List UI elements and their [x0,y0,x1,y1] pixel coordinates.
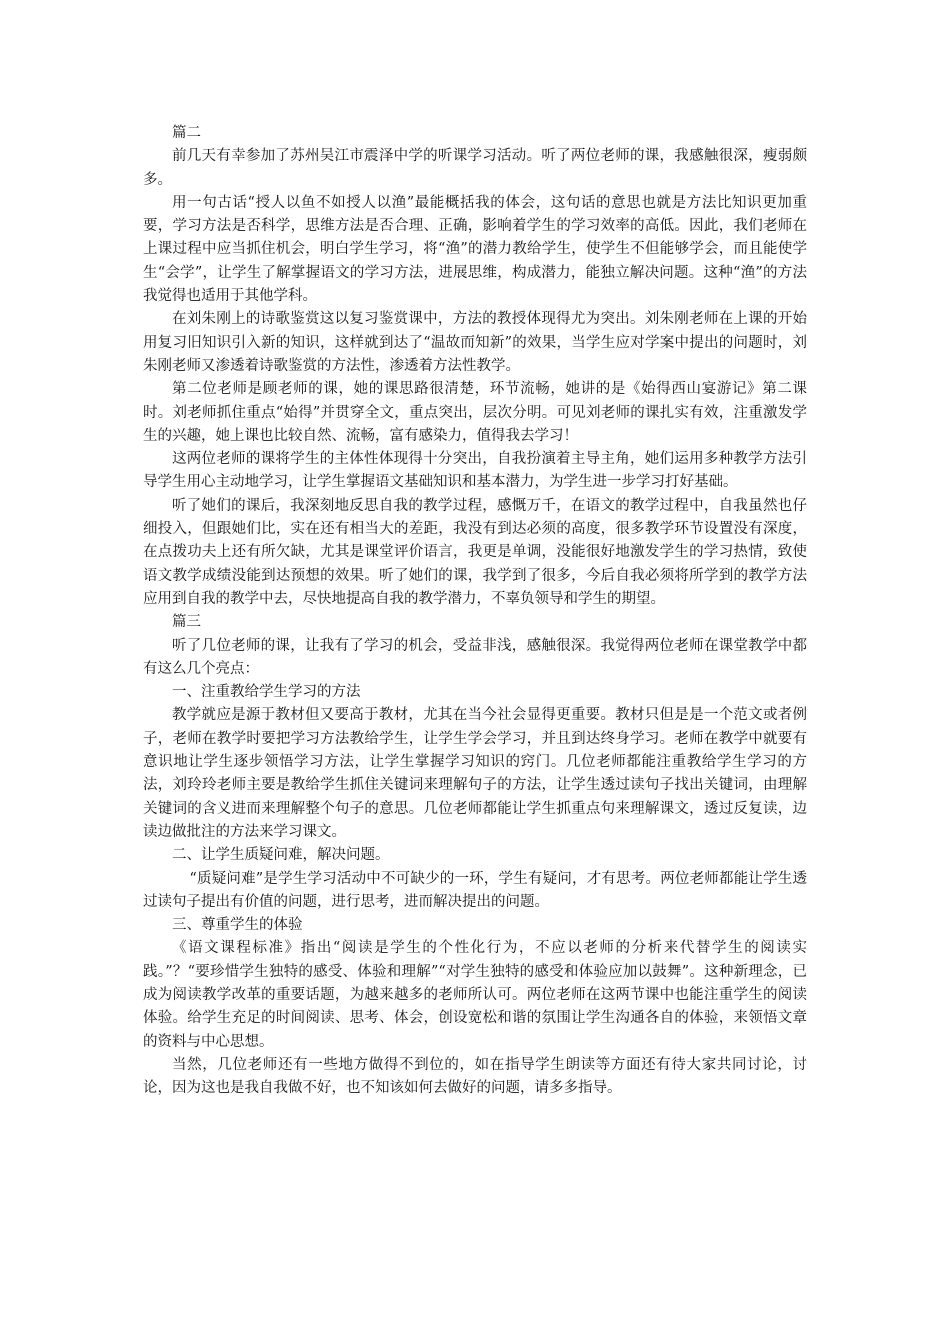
paragraph: 用一句古话“授人以鱼不如授人以渔”最能概括我的体会，这句话的意思也就是方法比知识更加重要，学习方法是否科学，思维方法是否合理、正确，影响着学生的学习效率的高低。因此，我们老师在上课过程中应当抓住机会，明白学生学习，将“渔”的潜力教给学生，使学生不但能够学会，而且能使学生“会学”，让学生了解掌握语文的学习方法，进展思维，构成潜力，能独立解决问题。这种“渔”的方法我觉得也适用于其他学科。 [143,194,807,305]
subheading-1: 一、注重教给学生学习的方法 [172,684,361,701]
section-heading-2: 篇二 [172,125,201,141]
paragraph: 在刘朱刚上的诗歌鉴赏这以复习鉴赏课中，方法的教授体现得尤为突出。刘朱刚老师在上课的开始用复习旧知识引入新的知识，这样就到达了“温故而知新”的效果，当学生应对学案中提出的问题时，刘朱刚老师又渗透着诗歌鉴赏的方法性，渗透着方法性教学。 [143,311,807,374]
paragraph: 当然，几位老师还有一些地方做得不到位的，如在指导学生朗读等方面还有待大家共同讨论，讨论，因为这也是我自我做不好，也不知该如何去做好的问题，请多多指导。 [143,1056,807,1097]
section-heading-3: 篇三 [172,614,201,631]
paragraph: 教学就应是源于教材但又要高于教材，尤其在当今社会显得更重要。教材只但是是一个范文或者例子，老师在教学时要把学习方法教给学生，让学生学会学习，并且到达终身学习。老师在教学中就要有意识地让学生逐步领悟学习方法，让学生掌握学习知识的窍门。几位老师都能注重教给学生学习的方法，刘玲玲老师主要是教给学生抓住关键词来理解句子的方法，让学生透过读句子找出关键词，由理解关键词的含义进而来理解整个句子的意思。几位老师都能让学生抓重点句来理解课文，透过反复读，边读边做批注的方法来学习课文。 [143,707,807,840]
subheading-2: 二、让学生质疑问难，解决问题。 [172,847,390,864]
paragraph: 前几天有幸参加了苏州吴江市震泽中学的听课学习活动。听了两位老师的课，我感触很深，瘦弱颇多。 [143,148,807,188]
subheading-3: 三、尊重学生的体验 [172,917,303,934]
paragraph: 第二位老师是顾老师的课，她的课思路很清楚，环节流畅，她讲的是《始得西山宴游记》第二课时。刘老师抓住重点“始得”并贯穿全文，重点突出，层次分明。可见刘老师的课扎实有效，注重激发学生的兴趣，她上课也比较自然、流畅，富有感染力，值得我去学习！ [143,381,807,444]
paragraph: 《语文课程标准》指出“阅读是学生的个性化行为，不应以老师的分析来代替学生的阅读实践。”？“要珍惜学生独特的感受、体验和理解”“对学生独特的感受和体验应加以鼓舞”。这种新理念，已成为阅读教学改革的重要话题，为越来越多的老师所认可。两位老师在这两节课中也能注重学生的阅读体验。给学生充足的时间阅读、思考、体会，创设宽松和谐的氛围让学生沟通各自的体验，来领悟文章的资料与中心思想。 [143,940,807,1050]
paragraph: 听了几位老师的课，让我有了学习的机会，受益非浅，感触很深。我觉得两位老师在课堂教学中都有这么几个亮点： [143,637,807,677]
document-page [143,122,807,1100]
paragraph: “质疑问难”是学生学习活动中不可缺少的一环，学生有疑问，才有思考。两位老师都能让学生透过读句子提出有价值的问题，进行思考，进而解决提出的问题。 [143,870,807,910]
paragraph: 听了她们的课后，我深刻地反思自我的教学过程，感慨万千，在语文的教学过程中，自我虽然也仔细投入，但跟她们比，实在还有相当大的差距，我没有到达必须的高度，很多教学环节设置没有深度，在点拨功夫上还有所欠缺，尤其是课堂评价语言，我更是单调，没能很好地激发学生的学习热情，致使语文教学成绩没能到达预想的效果。听了她们的课，我学到了很多，今后自我必须将所学到的教学方法应用到自我的教学中去，尽快地提高自我的教学潜力，不辜负领导和学生的期望。 [143,497,807,607]
paragraph: 这两位老师的课将学生的主体性体现得十分突出，自我扮演着主导主角，她们运用多种教学方法引导学生用心主动地学习，让学生掌握语文基础知识和基本潜力，为学生进一步学习打好基础。 [143,451,807,491]
